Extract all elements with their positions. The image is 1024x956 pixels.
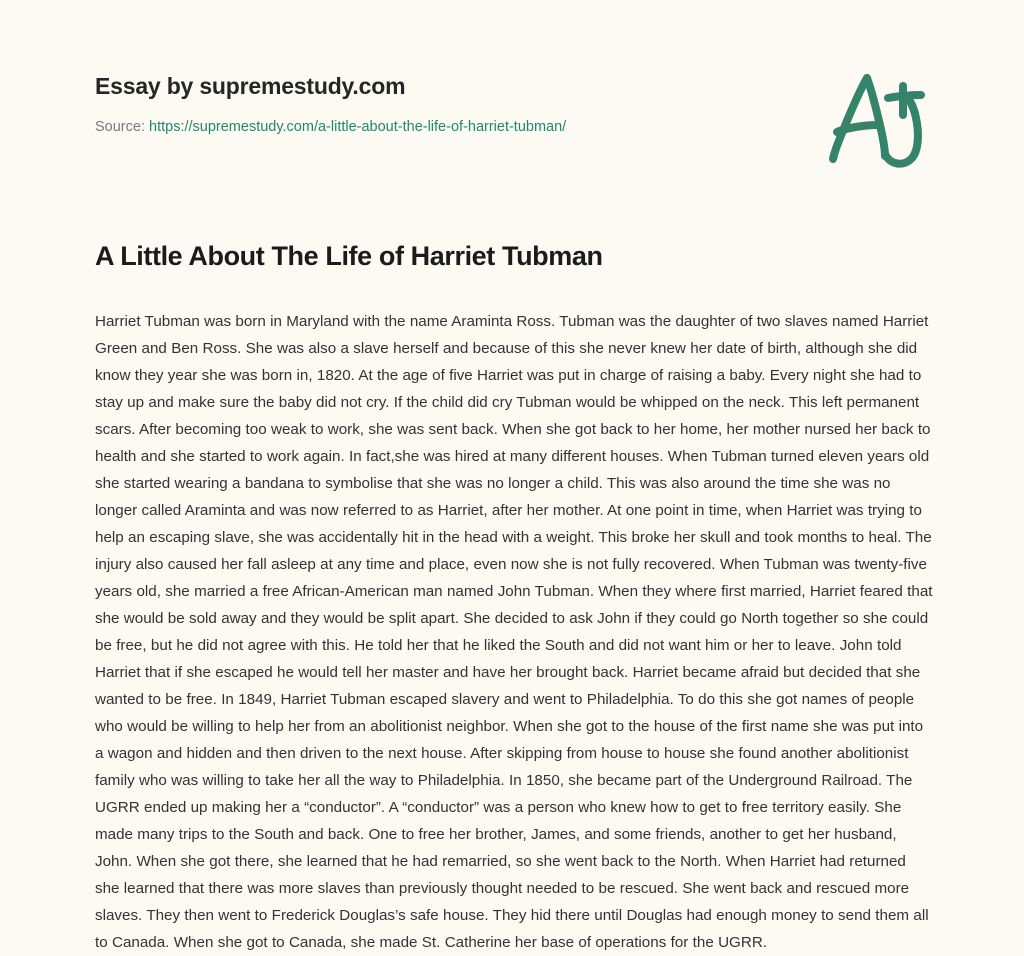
page-title: A Little About The Life of Harriet Tubman <box>95 241 603 271</box>
source-link[interactable]: https://supremestudy.com/a-little-about-the-life-of-harriet-tubman/ <box>149 118 567 135</box>
source-label: Source: <box>95 118 145 135</box>
article <box>95 240 933 956</box>
article-body: Harriet Tubman was born in Maryland with the name Araminta Ross. Tubman was the daughter of two slaves named Harriet Green and Ben Ross. She was also a slave herself and because of this she never knew her date of birth, although she did know they year she was born in, 1820. At the age of five Harriet was put in charge of raising a baby. Every night she had to stay up and make sure the baby did not cry. If the child did cry Tubman would be whipped on the neck. This left permanent scars. After becoming too weak to work, she was sent back. When she got back to her home, her mother nursed her back to health and she started to work again. In fact,she was hired at many different houses. When Tubman turned eleven years old she started wearing a bandana to symbolise that she was no longer a child. This was also around the time she was no longer called Araminta and was now referred to as Harriet, after her mother. At one point in time, when Harriet was trying to help an escaping slave, she was accidentally hit in the head with a weight. This broke her skull and took months to heal. The injury also caused her fall asleep at any time and place, even now she is not fully recovered. When Tubman was twenty-five years old, she married a free African-American man named John Tubman. When they where first married, Harriet feared that she would be sold away and they would be split apart. She decided to ask John if they could go North together so she could be free, but he did not agree with this. He told her that he liked the South and did not want him or her to leave. John told Harriet that if she escaped he would tell her master and have her brought back. Harriet became afraid but decided that she wanted to be free. In 1849, Harriet Tubman escaped slavery and went to Philadelphia. To do this she got names of people who would be willing to help her from an abolitionist neighbor. When she got to the house of the first name she was put into a wagon and hidden and then driven to the next house. After skipping from house to house she found another abolitionist family who was willing to take her all the way to Philadelphia. In 1850, she became part of the Underground Railroad. The UGRR ended up making her a “conductor”. A “conductor” was a person who knew how to get to free territory easily. She made many trips to the South and back. One to free her brother, James, and some friends, another to get her husband, John. When she got there, she learned that he had remarried, so she went back to the North. When Harriet had returned she learned that there was more slaves than previously thought needed to be rescued. She went back and rescued more slaves. They then went to Frederick Douglas’s safe house. They hid there until Douglas had enough money to send them all to Canada. When she got to Canada, she made St. Catherine her base of operations for the UGRR. <box>95 313 933 952</box>
brand-block <box>95 72 795 137</box>
page-header <box>0 0 1024 200</box>
a-plus-logo-icon <box>820 66 930 171</box>
brand-title: Essay by supremestudy.com <box>95 73 406 99</box>
source-line <box>95 117 795 137</box>
site-logo[interactable] <box>820 66 930 171</box>
